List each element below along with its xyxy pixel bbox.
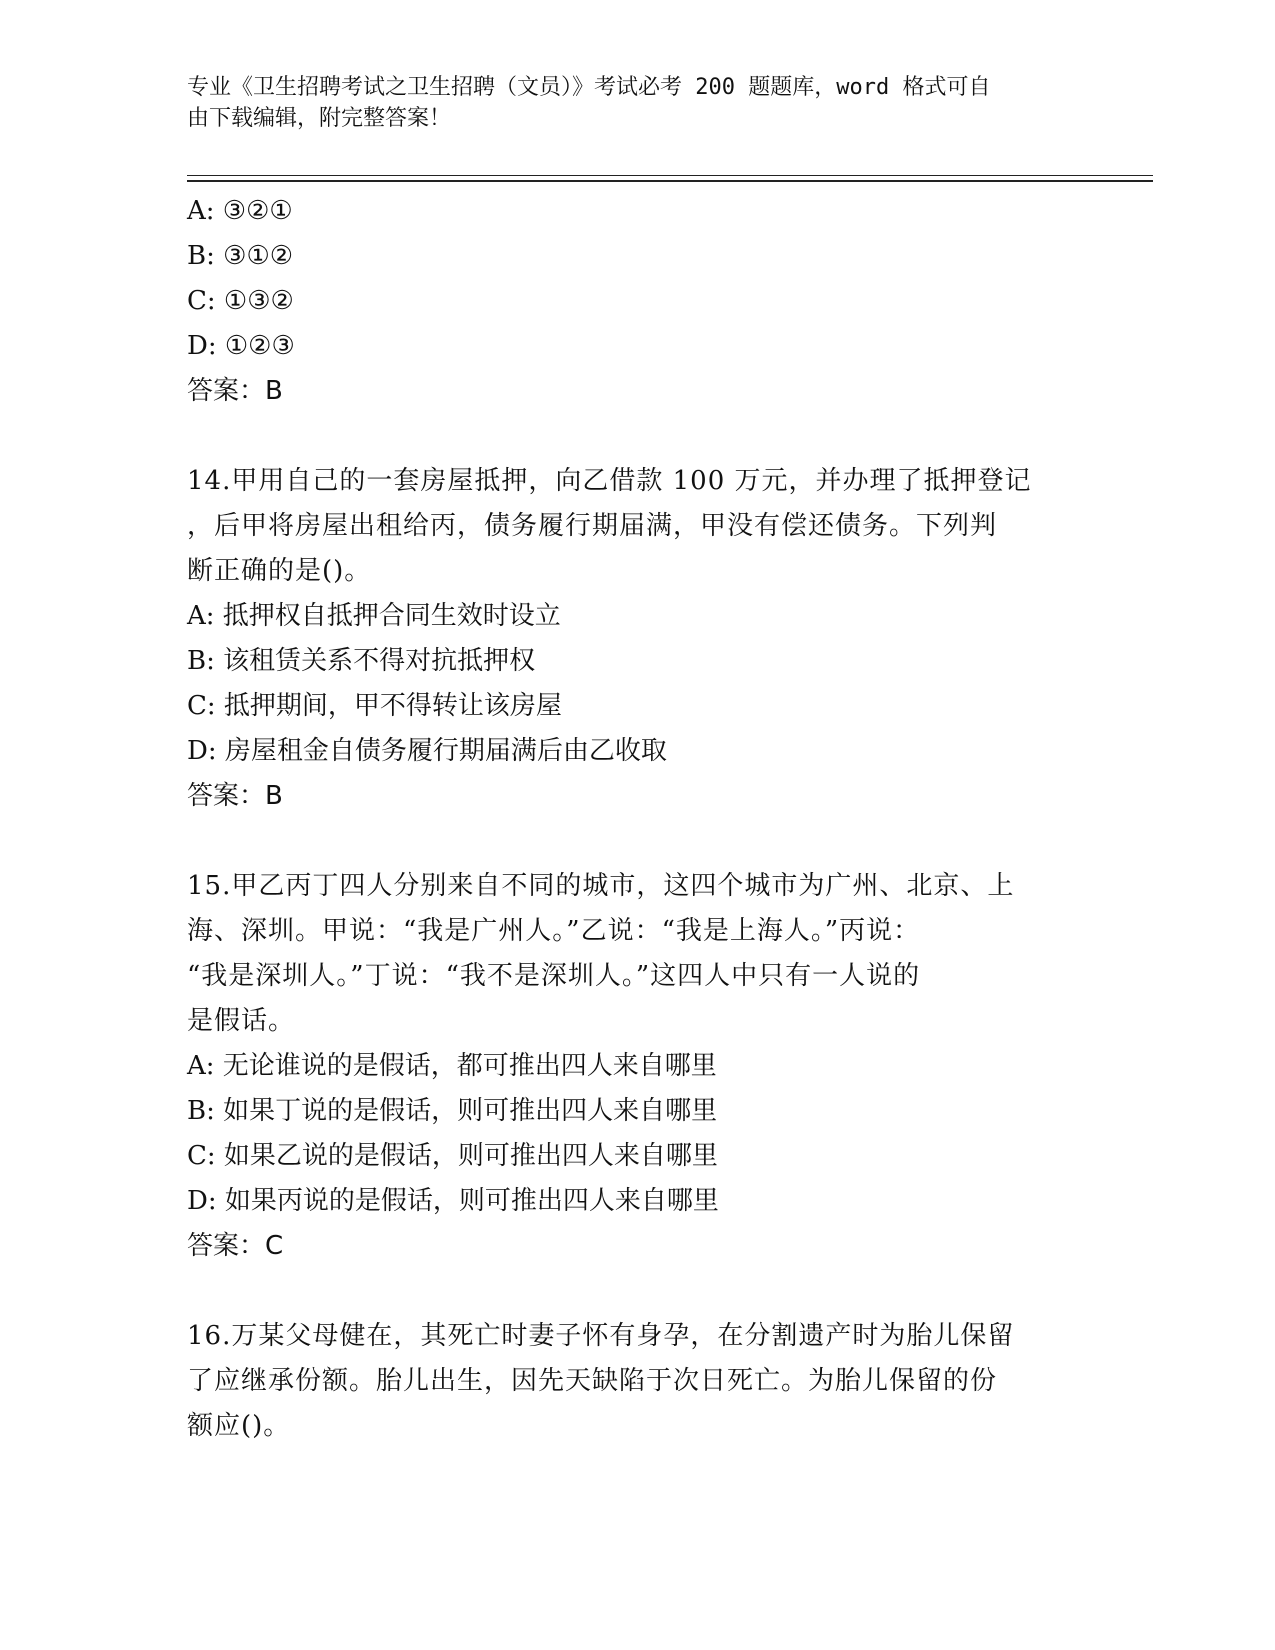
option-d: D: ①②③ [187,331,295,361]
option-b: B: ③①② [187,241,294,271]
question-16 [187,1314,1087,1449]
header-divider-thin [187,175,1153,176]
answer-line: 答案：C [187,1231,284,1261]
question-13-tail [187,189,1087,414]
question-text-line: 额应()。 [187,1411,291,1441]
answer-line: 答案：B [187,781,283,811]
option-a: A: 无论谁说的是假话，都可推出四人来自哪里 [187,1051,717,1081]
question-text-line: 是假话。 [187,1006,296,1036]
question-text-line: 15.甲乙丙丁四人分别来自不同的城市，这四个城市为广州、北京、上 [187,871,1015,901]
option-d: D: 房屋租金自债务履行期届满后由乙收取 [187,736,667,766]
option-d: D: 如果丙说的是假话，则可推出四人来自哪里 [187,1186,719,1216]
page-header [187,72,1067,134]
page-content [187,189,1087,1449]
question-text-line: 断正确的是()。 [187,556,372,586]
option-a: A: 抵押权自抵押合同生效时设立 [187,601,561,631]
answer-line: 答案：B [187,376,283,406]
header-line-1: 专业《卫生招聘考试之卫生招聘（文员）》考试必考 200 题题库，word 格式可自 [187,75,991,100]
option-c: C: 抵押期间，甲不得转让该房屋 [187,691,562,721]
header-divider-thick [187,180,1153,182]
question-text-line: 了应继承份额。胎儿出生，因先天缺陷于次日死亡。为胎儿保留的份 [187,1366,998,1396]
question-text-line: 海、深圳。甲说：“我是广州人。”乙说：“我是上海人。”丙说： [187,916,921,946]
option-c: C: 如果乙说的是假话，则可推出四人来自哪里 [187,1141,718,1171]
question-text-line: 16.万某父母健在，其死亡时妻子怀有身孕，在分割遗产时为胎儿保留 [187,1321,1015,1351]
option-b: B: 该租赁关系不得对抗抵押权 [187,646,536,676]
option-c: C: ①③② [187,286,294,316]
question-text-line: “我是深圳人。”丁说：“我不是深圳人。”这四人中只有一人说的 [187,961,921,991]
option-b: B: 如果丁说的是假话，则可推出四人来自哪里 [187,1096,718,1126]
option-a: A: ③②① [187,196,293,226]
question-15 [187,864,1087,1269]
header-line-2: 由下载编辑，附完整答案！ [187,106,452,131]
question-14 [187,459,1087,819]
question-text-line: ，后甲将房屋出租给丙，债务履行期届满，甲没有偿还债务。下列判 [187,511,998,541]
question-text-line: 14.甲用自己的一套房屋抵押，向乙借款 100 万元，并办理了抵押登记 [187,466,1032,496]
